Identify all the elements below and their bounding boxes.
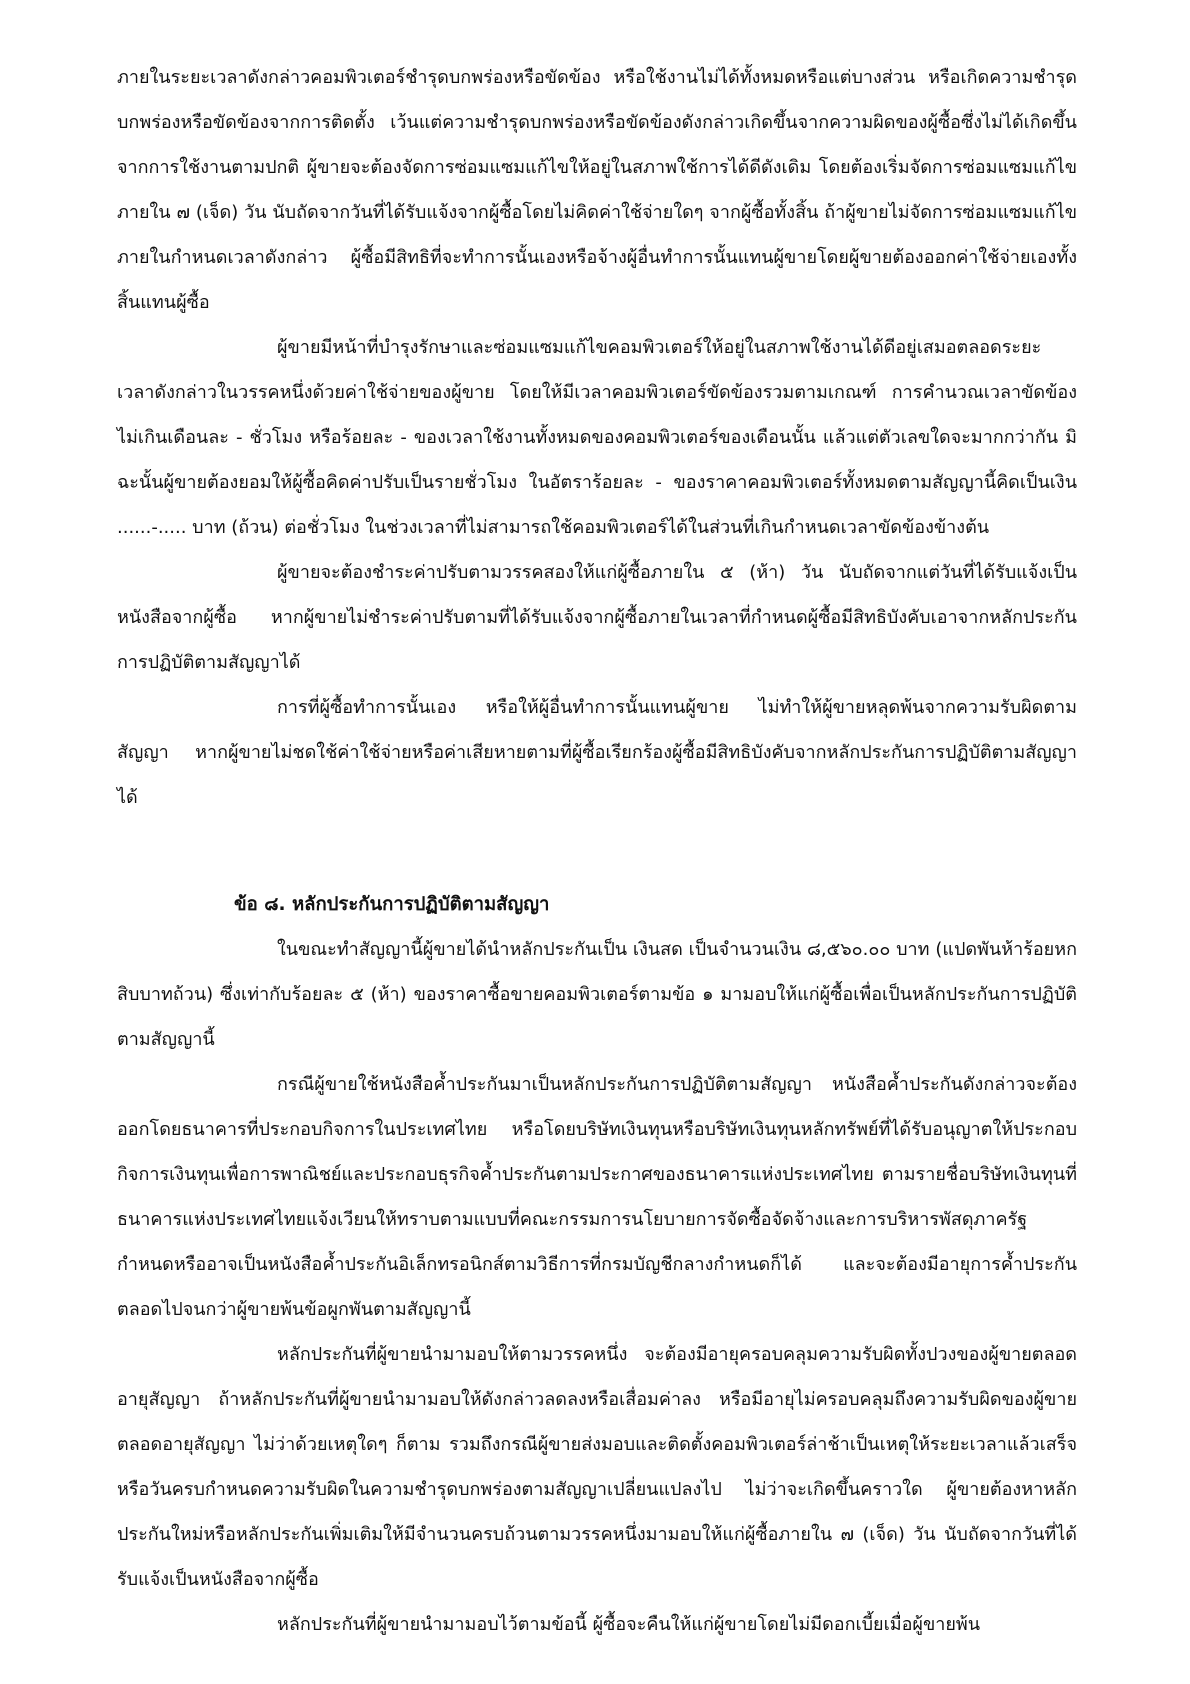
- paragraph-guarantee-return: หลักประกันที่ผู้ขายนำมามอบไว้ตามข้อนี้ ผู้ซื้อจะคืนให้แก่ผู้ขายโดยไม่มีดอกเบี้ยเมื่อผู้ขายพ้น: [277, 1614, 981, 1635]
- paragraph-penalty-payment: ผู้ขายจะต้องชำระค่าปรับตามวรรคสองให้แก่ผู้ซื้อภายใน ๕ (ห้า) วัน นับถัดจากแต่วันที่ได้รับแจ้งเป็นหนังสือจากผู้ซื้อ หากผู้ขายไม่ชำระค่าปรับตามที่ได้รับแจ้งจากผู้ซื้อภายในเวลาที่กำหนดผู้ซื้อมีสิทธิบังคับเอาจากหลักประกันการปฏิบัติตามสัญญาได้: [117, 562, 1077, 673]
- paragraph-bank-guarantee: กรณีผู้ขายใช้หนังสือค้ำประกันมาเป็นหลักประกันการปฏิบัติตามสัญญา หนังสือค้ำประกันดังกล่าวจะต้องออกโดยธนาคารที่ประกอบกิจการในประเทศไทย หรือโดยบริษัทเงินทุนหรือบริษัทเงินทุนหลักทรัพย์ที่ได้รับอนุญาตให้ประกอบกิจการเงินทุนเพื่อการพาณิชย์และประกอบธุรกิจค้ำประกันตามประกาศของธนาคารแห่งประเทศไทย ตามรายชื่อบริษัทเงินทุนที่ธนาคารแห่งประเทศไทยแจ้งเวียนให้ทราบตามแบบที่คณะกรรมการนโยบายการจัดซื้อจัดจ้างและการบริหารพัสดุภาครัฐกำหนดหรืออาจเป็นหนังสือค้ำประกันอิเล็กทรอนิกส์ตามวิธีการที่กรมบัญชีกลางกำหนดก็ได้ และจะต้องมีอายุการค้ำประกันตลอดไปจนกว่าผู้ขายพ้นข้อผูกพันตามสัญญานี้: [117, 1074, 1077, 1320]
- paragraph-security-deposit: ในขณะทำสัญญานี้ผู้ขายได้นำหลักประกันเป็น เงินสด เป็นจำนวนเงิน ๘,๕๖๐.๐๐ บาท (แปดพันห้าร้อยหกสิบบาทถ้วน) ซึ่งเท่ากับร้อยละ ๕ (ห้า) ของราคาซื้อขายคอมพิวเตอร์ตามข้อ ๑ มามอบให้แก่ผู้ซื้อเพื่อเป็นหลักประกันการปฏิบัติตามสัญญานี้: [117, 939, 1077, 1050]
- document-body: [117, 55, 1077, 1647]
- paragraph-maintenance-downtime: ผู้ขายมีหน้าที่บำรุงรักษาและซ่อมแซมแก้ไขคอมพิวเตอร์ให้อยู่ในสภาพใช้งานได้ดีอยู่เสมอตลอดระยะเวลาดังกล่าวในวรรคหนึ่งด้วยค่าใช้จ่ายของผู้ขาย โดยให้มีเวลาคอมพิวเตอร์ขัดข้องรวมตามเกณฑ์ การคำนวณเวลาขัดข้องไม่เกินเดือนละ - ชั่วโมง หรือร้อยละ - ของเวลาใช้งานทั้งหมดของคอมพิวเตอร์ของเดือนนั้น แล้วแต่ตัวเลขใดจะมากกว่ากัน มิฉะนั้นผู้ขายต้องยอมให้ผู้ซื้อคิดค่าปรับเป็นรายชั่วโมง ในอัตราร้อยละ - ของราคาคอมพิวเตอร์ทั้งหมดตามสัญญานี้คิดเป็นเงิน ......-..... บาท (ถ้วน) ต่อชั่วโมง ในช่วงเวลาที่ไม่สามารถใช้คอมพิวเตอร์ได้ในส่วนที่เกินกำหนดเวลาขัดข้องข้างต้น: [117, 337, 1077, 538]
- section-spacer: [117, 820, 1077, 882]
- paragraph-repair-obligation: ภายในระยะเวลาดังกล่าวคอมพิวเตอร์ชำรุดบกพร่องหรือขัดข้อง หรือใช้งานไม่ได้ทั้งหมดหรือแต่บางส่วน หรือเกิดความชำรุดบกพร่องหรือขัดข้องจากการติดตั้ง เว้นแต่ความชำรุดบกพร่องหรือขัดข้องดังกล่าวเกิดขึ้นจากความผิดของผู้ซื้อซึ่งไม่ได้เกิดขึ้นจากการใช้งานตามปกติ ผู้ขายจะต้องจัดการซ่อมแซมแก้ไขให้อยู่ในสภาพใช้การได้ดีดังเดิม โดยต้องเริ่มจัดการซ่อมแซมแก้ไขภายใน ๗ (เจ็ด) วัน นับถัดจากวันที่ได้รับแจ้งจากผู้ซื้อโดยไม่คิดค่าใช้จ่ายใดๆ จากผู้ซื้อทั้งสิ้น ถ้าผู้ขายไม่จัดการซ่อมแซมแก้ไข ภายในกำหนดเวลาดังกล่าว ผู้ซื้อมีสิทธิที่จะทำการนั้นเองหรือจ้างผู้อื่นทำการนั้นแทนผู้ขายโดยผู้ขายต้องออกค่าใช้จ่ายเองทั้งสิ้นแทนผู้ซื้อ: [117, 67, 1077, 313]
- section-heading-8: ข้อ ๘. หลักประกันการปฏิบัติตามสัญญา: [234, 894, 550, 915]
- paragraph-guarantee-coverage: หลักประกันที่ผู้ขายนำมามอบให้ตามวรรคหนึ่ง จะต้องมีอายุครอบคลุมความรับผิดทั้งปวงของผู้ขายตลอดอายุสัญญา ถ้าหลักประกันที่ผู้ขายนำมามอบให้ดังกล่าวลดลงหรือเสื่อมค่าลง หรือมีอายุไม่ครอบคลุมถึงความรับผิดของผู้ขายตลอดอายุสัญญา ไม่ว่าด้วยเหตุใดๆ ก็ตาม รวมถึงกรณีผู้ขายส่งมอบและติดตั้งคอมพิวเตอร์ล่าช้าเป็นเหตุให้ระยะเวลาแล้วเสร็จหรือวันครบกำหนดความรับผิดในความชำรุดบกพร่องตามสัญญาเปลี่ยนแปลงไป ไม่ว่าจะเกิดขึ้นคราวใด ผู้ขายต้องหาหลักประกันใหม่หรือหลักประกันเพิ่มเติมให้มีจำนวนครบถ้วนตามวรรคหนึ่งมามอบให้แก่ผู้ซื้อภายใน ๗ (เจ็ด) วัน นับถัดจากวันที่ได้รับแจ้งเป็นหนังสือจากผู้ซื้อ: [117, 1344, 1077, 1590]
- paragraph-seller-liability: การที่ผู้ซื้อทำการนั้นเอง หรือให้ผู้อื่นทำการนั้นแทนผู้ขาย ไม่ทำให้ผู้ขายหลุดพ้นจากความรับผิดตามสัญญา หากผู้ขายไม่ชดใช้ค่าใช้จ่ายหรือค่าเสียหายตามที่ผู้ซื้อเรียกร้องผู้ซื้อมีสิทธิบังคับจากหลักประกันการปฏิบัติตามสัญญาได้: [117, 697, 1077, 808]
